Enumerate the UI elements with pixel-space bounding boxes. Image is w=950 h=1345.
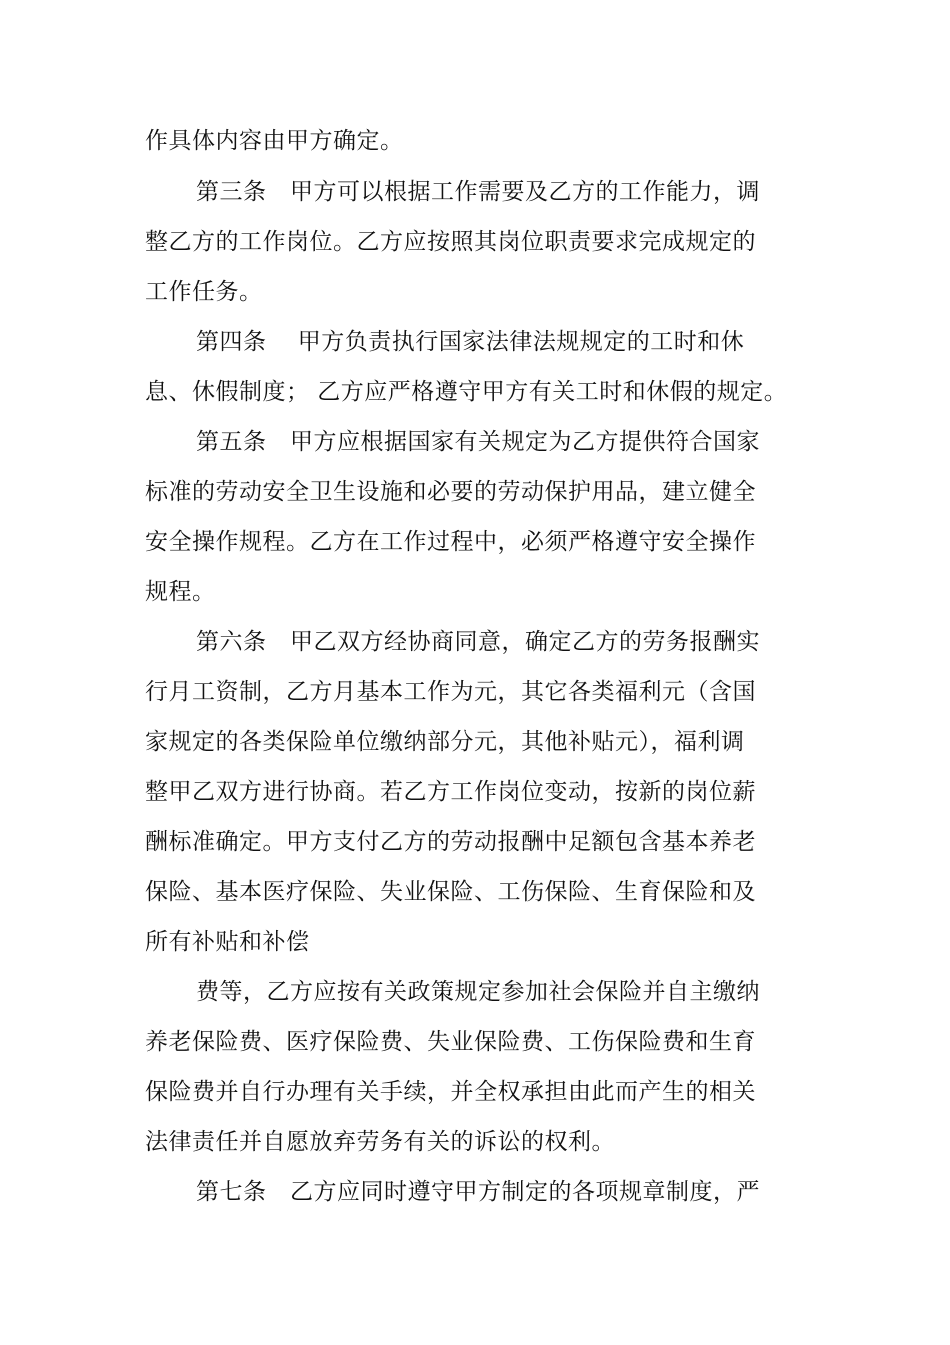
text-line: 工作任务。 xyxy=(145,279,263,305)
article-3-heading-line: 第三条 甲方可以根据工作需要及乙方的工作能力，调 xyxy=(196,179,760,205)
text-line: 规程。 xyxy=(145,579,216,605)
text-line: 息、休假制度； 乙方应严格遵守甲方有关工时和休假的规定。 xyxy=(145,379,788,405)
text-line: 家规定的各类保险单位缴纳部分元，其他补贴元），福利调 xyxy=(145,729,745,755)
text-line: 所有补贴和补偿 xyxy=(145,929,310,955)
article-5-heading-line: 第五条 甲方应根据国家有关规定为乙方提供符合国家 xyxy=(196,429,760,455)
article-7-heading-line: 第七条 乙方应同时遵守甲方制定的各项规章制度，严 xyxy=(196,1179,760,1205)
text-line: 酬标准确定。甲方支付乙方的劳动报酬中足额包含基本养老 xyxy=(145,829,756,855)
text-line: 安全操作规程。乙方在工作过程中，必须严格遵守安全操作 xyxy=(145,529,756,555)
text-line: 整乙方的工作岗位。乙方应按照其岗位职责要求完成规定的 xyxy=(145,229,756,255)
text-line: 养老保险费、医疗保险费、失业保险费、工伤保险费和生育 xyxy=(145,1029,756,1055)
text-line: 作具体内容由甲方确定。 xyxy=(145,128,404,154)
text-line: 保险费并自行办理有关手续，并全权承担由此而产生的相关 xyxy=(145,1079,756,1105)
text-line: 标准的劳动安全卫生设施和必要的劳动保护用品，建立健全 xyxy=(145,479,756,505)
text-line: 费等，乙方应按有关政策规定参加社会保险并自主缴纳 xyxy=(196,979,760,1005)
text-line: 保险、基本医疗保险、失业保险、工伤保险、生育保险和及 xyxy=(145,879,756,905)
text-line: 整甲乙双方进行协商。若乙方工作岗位变动，按新的岗位薪 xyxy=(145,779,756,805)
article-4-heading-line: 第四条 甲方负责执行国家法律法规规定的工时和休 xyxy=(196,329,745,355)
article-6-heading-line: 第六条 甲乙双方经协商同意，确定乙方的劳务报酬实 xyxy=(196,629,760,655)
text-line: 行月工资制，乙方月基本工作为元，其它各类福利元（含国 xyxy=(145,679,756,705)
text-line: 法律责任并自愿放弃劳务有关的诉讼的权利。 xyxy=(145,1129,615,1155)
